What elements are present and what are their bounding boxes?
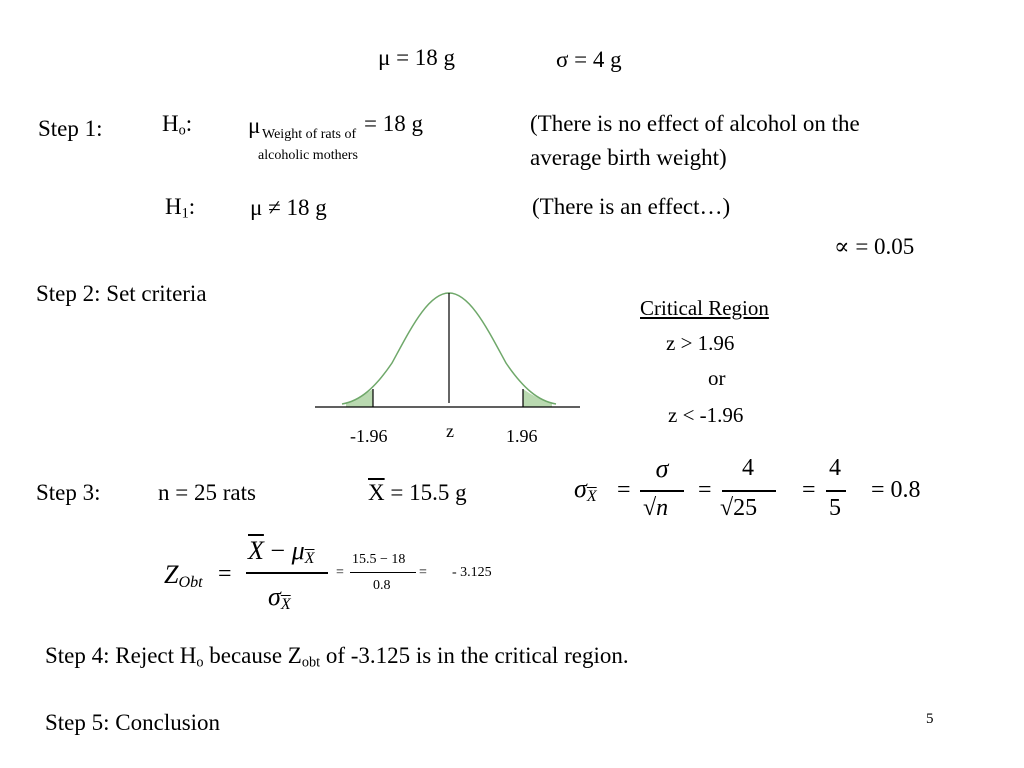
h0-label: $H_o$: bbox=[162, 111, 193, 139]
sample-size: n = 25 rats bbox=[158, 480, 256, 505]
critical-region-line1: z > 1.96 bbox=[666, 331, 735, 355]
calc-denominator: 0.8 bbox=[373, 578, 391, 593]
critical-region-line3: z < -1.96 bbox=[668, 403, 744, 427]
se-equals-3: = bbox=[802, 477, 816, 503]
z-numerator: $\overline{X} - \mu_{\overline{X}}$ bbox=[248, 536, 315, 568]
curve-label-center: z bbox=[446, 421, 454, 441]
curve-label-left: -1.96 bbox=[350, 426, 388, 446]
se-equals-2: = bbox=[698, 477, 712, 503]
h0-mu-symbol: μ bbox=[248, 113, 261, 138]
critical-region-or: or bbox=[708, 366, 726, 390]
right-tail-region bbox=[523, 389, 552, 407]
normal-curve-diagram bbox=[310, 285, 590, 420]
standard-error-symbol: $\sigma_{\overline{X}}$ bbox=[574, 474, 597, 506]
se-f1-bar bbox=[640, 490, 684, 492]
se-f1-denominator: √n bbox=[643, 495, 669, 521]
h0-mu-note-line2: alcoholic mothers bbox=[258, 148, 358, 163]
page-number: 5 bbox=[926, 711, 934, 727]
h0-note-line2: average birth weight) bbox=[530, 145, 727, 170]
step5-label: Step 5: Conclusion bbox=[45, 710, 221, 735]
calc-equals-1: = bbox=[336, 565, 344, 580]
calc-equals-2: = bbox=[419, 565, 427, 580]
step3-label: Step 3: bbox=[36, 480, 101, 505]
h1-expression: μ ≠ 18 g bbox=[250, 195, 327, 220]
se-f3-numerator: 4 bbox=[829, 455, 841, 481]
se-f2-numerator: 4 bbox=[742, 455, 754, 481]
z-denominator: $\sigma_{\overline{X}}$ bbox=[268, 582, 291, 614]
calc-result: - 3.125 bbox=[452, 565, 492, 580]
z-equals: = bbox=[218, 561, 232, 587]
calc-fraction-bar bbox=[350, 572, 416, 573]
h0-note-line1: (There is no effect of alcohol on the bbox=[530, 111, 860, 136]
z-obt-symbol: $Z_{Obt}$ bbox=[164, 560, 203, 592]
critical-region-title: Critical Region bbox=[640, 296, 769, 320]
se-equals-1: = bbox=[617, 477, 631, 503]
se-f2-denominator: √25 bbox=[720, 495, 758, 521]
alpha-level: ∝ = 0.05 bbox=[834, 234, 915, 259]
h0-mu-note-line1: Weight of rats of bbox=[262, 127, 357, 142]
se-f3-denominator: 5 bbox=[829, 495, 841, 521]
z-fraction-bar bbox=[246, 572, 328, 574]
se-f3-bar bbox=[826, 490, 846, 492]
se-result: = 0.8 bbox=[871, 477, 921, 503]
calc-numerator: 15.5 − 18 bbox=[352, 552, 406, 567]
se-fraction-1 bbox=[640, 456, 684, 482]
curve-label-right: 1.96 bbox=[506, 426, 538, 446]
se-f2-bar bbox=[722, 490, 776, 492]
se-f1-numerator: σ bbox=[655, 454, 669, 483]
xbar-symbol: $\overline{X}$ bbox=[368, 480, 385, 505]
h1-label: $H_1$: bbox=[165, 194, 196, 222]
sample-mean: $\overline{X} = 15.5$ g bbox=[368, 480, 467, 505]
h1-note: (There is an effect…) bbox=[532, 194, 731, 219]
h0-value: = 18 g bbox=[364, 111, 423, 136]
step2-label: Step 2: Set criteria bbox=[36, 281, 207, 306]
population-sd: σ = 4 g bbox=[556, 47, 622, 72]
step1-label: Step 1: bbox=[38, 116, 103, 141]
population-mean: μ = 18 g bbox=[378, 45, 456, 70]
step4-text: Step 4: Reject $H_o$ because $Z_{obt}$ of -3.125 is in the critical region. bbox=[45, 643, 629, 671]
